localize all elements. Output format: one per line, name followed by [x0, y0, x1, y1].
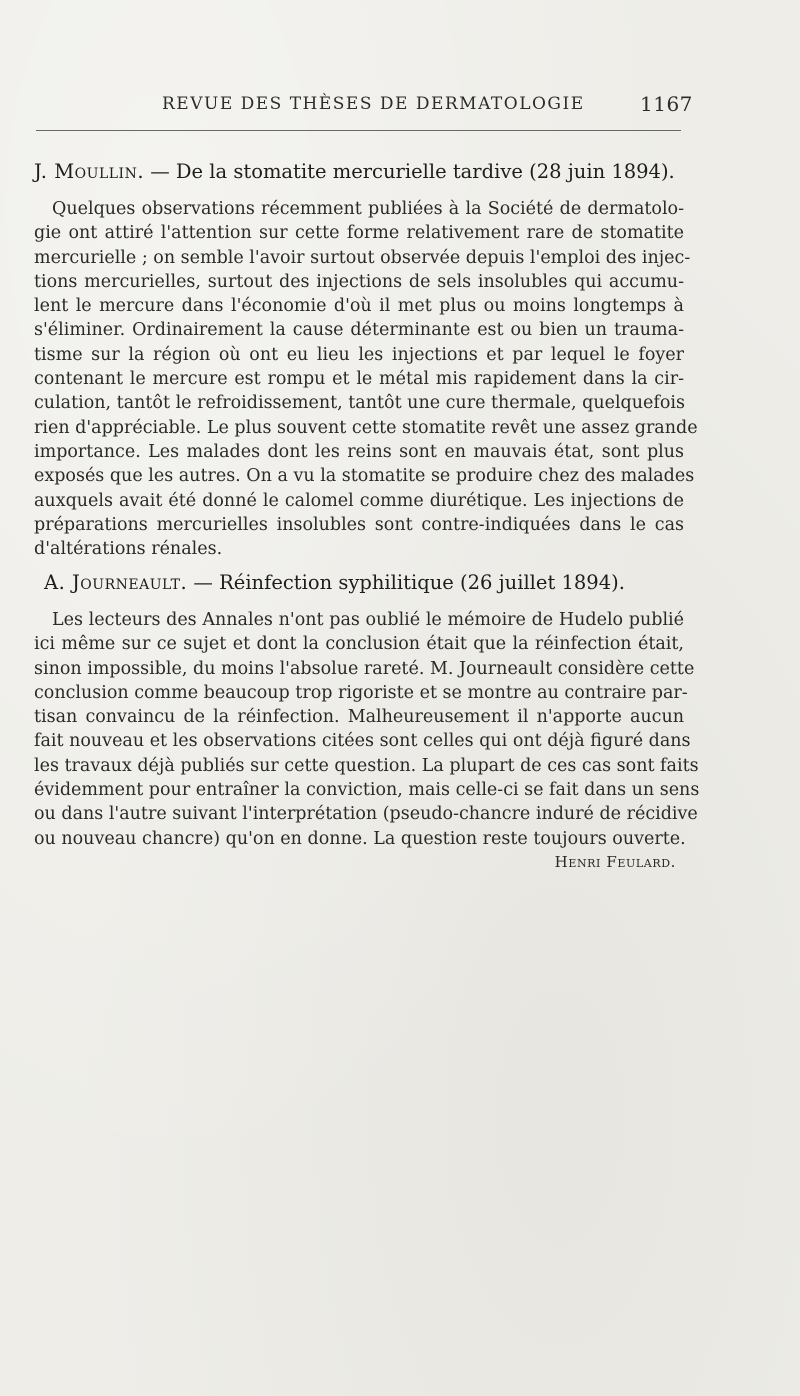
body-line: contenant le mercure est rompu et le métal mis rapidement dans la cir- — [34, 369, 684, 390]
article-heading — [34, 570, 684, 596]
body-line: importance. Les malades dont les reins sont en mauvais état, sont plus — [34, 441, 684, 462]
body-line: auxquels avait été donné le calomel comme diurétique. Les injections de — [34, 490, 684, 511]
article-title: Réinfection syphilitique (26 juillet 1894). — [219, 571, 625, 594]
body-line: tisan convaincu de la réinfection. Malheureusement il n'apporte aucun — [34, 707, 684, 728]
article-body — [34, 197, 698, 561]
body-line: Les lecteurs des Annales n'ont pas oublié le mémoire de Hudelo publié — [52, 610, 684, 630]
body-line: fait nouveau et les observations citées sont celles qui ont déjà figuré dans — [34, 731, 691, 752]
body-line: sinon impossible, du moins l'absolue rareté. M. Journeault considère cette — [34, 658, 695, 679]
body-line: culation, tantôt le refroidissement, tantôt une cure thermale, quelquefois — [34, 393, 685, 414]
body-line: évidemment pour entraîner la conviction, mais celle-ci se fait dans un sens — [34, 780, 700, 801]
header-rule — [36, 130, 681, 131]
body-line: lent le mercure dans l'économie d'où il met plus ou moins longtemps à — [34, 296, 684, 317]
body-line: d'altérations rénales. — [34, 539, 223, 560]
body-line: mercurielle ; on semble l'avoir surtout observée depuis l'emploi des injec- — [34, 247, 691, 268]
body-line: ou nouveau chancre) qu'on en donne. La question reste toujours ouverte. — [34, 828, 686, 849]
reverse-page-show-through — [40, 880, 780, 1300]
body-line: s'éliminer. Ordinairement la cause déterminante est ou bien un trauma- — [34, 320, 684, 341]
running-title: REVUE DES THÈSES DE DERMATOLOGIE — [162, 94, 585, 114]
heading-separator: — — [144, 160, 176, 183]
article-moullin — [34, 159, 698, 561]
body-line: tions mercurielles, surtout des injections de sels insolubles qui accumu- — [34, 271, 684, 292]
body-line: rien d'appréciable. Le plus souvent cette stomatite revêt une assez grande — [34, 417, 698, 438]
article-title: De la stomatite mercurielle tardive (28 juin 1894). — [175, 160, 675, 183]
body-line: Quelques observations récemment publiées à la Société de dermatolo- — [52, 199, 684, 219]
article-author: A. Journeault. — [44, 571, 188, 594]
body-line: conclusion comme beaucoup trop rigoriste et se montre au contraire par- — [34, 682, 688, 703]
article-body — [34, 608, 700, 851]
article-signature: Henri Feulard. — [554, 852, 676, 871]
body-line: exposés que les autres. On a vu la stomatite se produire chez des malades — [34, 466, 695, 487]
body-line: ici même sur ce sujet et dont la conclusion était que la réinfection était, — [34, 634, 684, 655]
body-line: gie ont attiré l'attention sur cette forme relativement rare de stomatite — [34, 223, 684, 244]
body-line: les travaux déjà publiés sur cette question. La plupart de ces cas sont faits — [34, 755, 699, 776]
page-number: 1167 — [640, 92, 693, 116]
article-journeault — [34, 570, 700, 873]
heading-separator: — — [187, 571, 220, 594]
body-line: ou dans l'autre suivant l'interprétation (pseudo-chancre induré de récidive — [34, 804, 698, 825]
page-header — [0, 92, 800, 122]
article-heading — [34, 159, 684, 185]
body-line: tisme sur la région où ont eu lieu les injections et par lequel le foyer — [34, 344, 684, 365]
body-line: préparations mercurielles insolubles sont contre-indiquées dans le cas — [34, 514, 684, 535]
article-author: J. Moullin. — [34, 160, 145, 183]
